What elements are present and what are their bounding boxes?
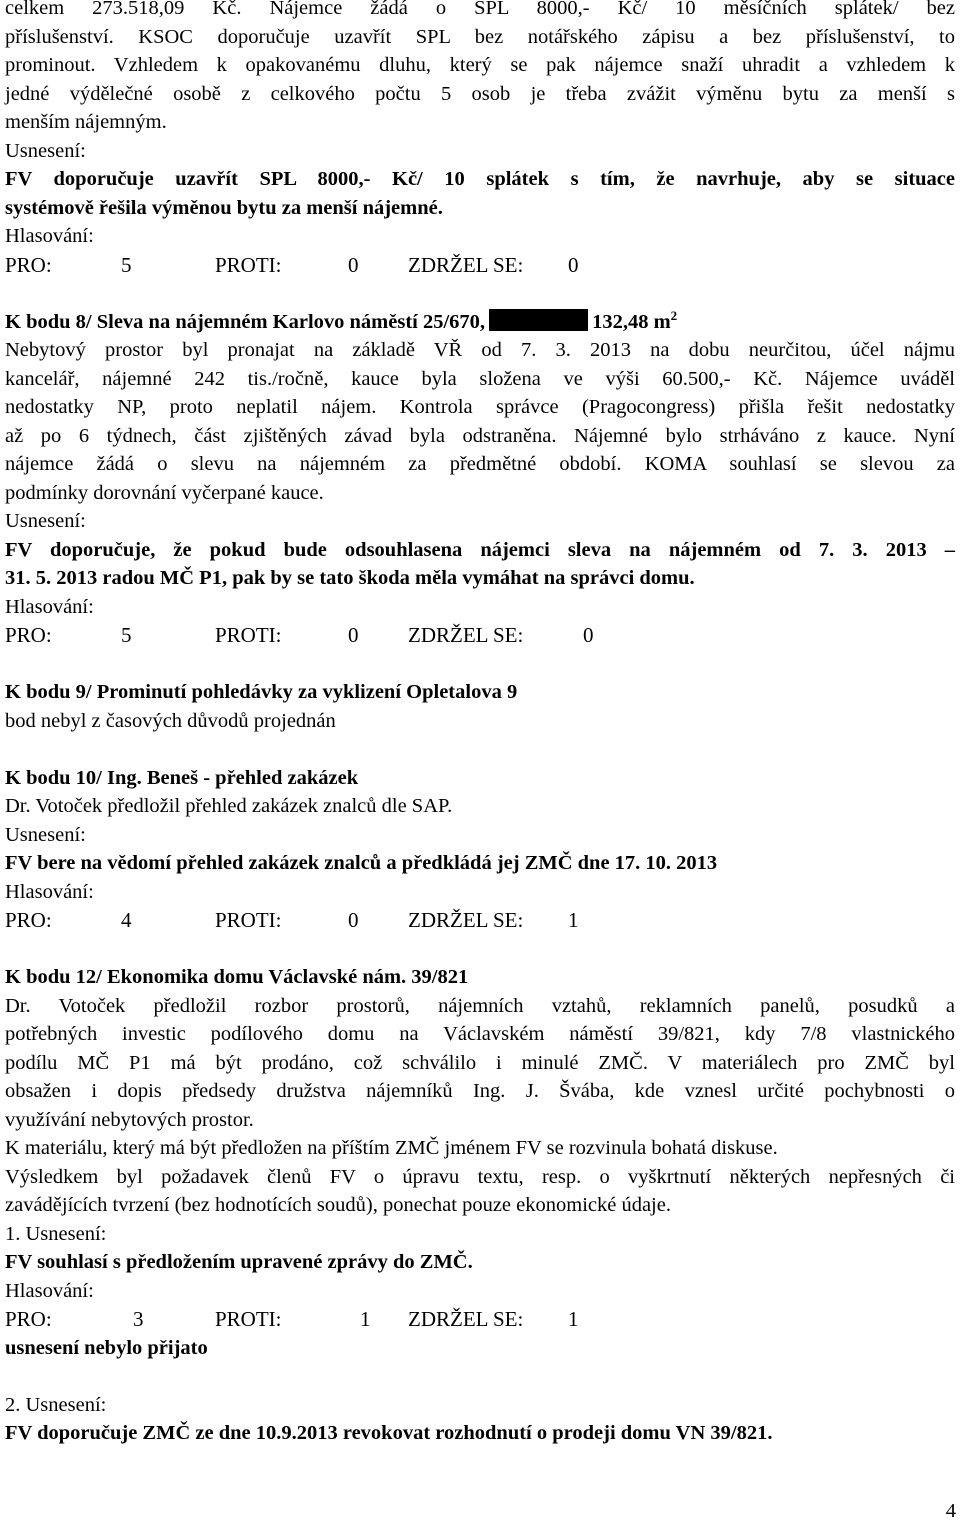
text-line: Dr. Votoček předložil přehled zakázek znalců dle SAP. [5,795,453,817]
redaction-box [489,309,588,331]
vote-row [5,251,955,280]
resolution-label: Usnesení: [5,139,86,162]
proti-label: PROTI: [215,908,282,932]
vote-row [5,621,955,650]
vote-label: Hlasování: [5,880,94,903]
proti-label: PROTI: [215,252,282,277]
resolution-text: FV doporučuje ZMČ ze dne 10.9.2013 revokovat rozhodnutí o prodeji domu VN 39/821. [5,1422,773,1444]
resolution-text: FV doporučuje uzavřít SPL 8000,- Kč/ 10 splátek s tím, že navrhuje, aby se situace [5,168,955,190]
zdrzel-count: 1 [568,908,579,932]
zdrzel-count: 0 [568,252,579,277]
text-line: bod nebyl z časových důvodů projednán [5,709,336,732]
text-line: obsažen i dopis předsedy družstva nájemníků Ing. J. Švába, kde vznesl určité pochybnosti o [5,1080,955,1102]
text-line: nájemce žádá o slevu na nájemném za předmětné období. KOMA souhlasí se slevou za [5,453,955,475]
proti-count: 1 [360,1307,371,1331]
text-line: prominout. Vzhledem k opakovanému dluhu, který se pak nájemce snaží uhradit a vzhledem k [5,54,955,76]
text-line: Dr. Votoček předložil rozbor prostorů, nájemních vztahů, reklamních panelů, posudků a [5,994,955,1017]
pro-label: PRO: [5,908,52,932]
text-line: menším nájemným. [5,111,167,133]
vote-row [5,906,955,935]
page-number: 4 [945,1500,956,1522]
document-page [5,0,955,1448]
vote-row [5,1305,955,1334]
pro-count: 4 [121,908,132,932]
heading-area: 132,48 m [592,310,671,333]
pro-count: 3 [133,1307,144,1331]
vote-label: Hlasování: [5,1279,94,1302]
text-line: podílu MČ P1 má být prodáno, což schválilo i minulé ZMČ. V materiálech pro ZMČ byl [5,1051,955,1074]
text-line: až po 6 týdnech, část zjištěných závad byla odstraněna. Nájemné bylo strháváno z kauce. Nyní [5,424,955,447]
heading-text: K bodu 8/ Sleva na nájemném Karlovo náměstí 25/670, [5,310,486,333]
section-heading: K bodu 12/ Ekonomika domu Václavské nám. 39/821 [5,966,469,988]
pro-label: PRO: [5,1307,52,1331]
proti-label: PROTI: [215,1307,282,1331]
text-line: zavádějících tvrzení (bez hodnotících soudů), ponechat pouze ekonomické údaje. [5,1194,671,1216]
text-line: kancelář, nájemné 242 tis./ročně, kauce byla složena ve výši 60.500,- Kč. Nájemce uváděl [5,367,955,390]
text-line: K materiálu, který má být předložen na příštím ZMČ jménem FV se rozvinula bohatá diskuse. [5,1137,778,1159]
zdrzel-count: 1 [568,1307,579,1331]
pro-count: 5 [121,623,132,647]
pro-count: 5 [121,252,132,277]
vote-label: Hlasování: [5,595,94,618]
resolution-text: 31. 5. 2013 radou MČ P1, pak by se tato škoda měla vymáhat na správci domu. [5,567,695,589]
proti-count: 0 [348,252,359,277]
zdrzel-label: ZDRŽEL SE: [408,623,524,647]
resolution-outcome: usnesení nebylo přijato [5,1336,208,1359]
section-heading: K bodu 10/ Ing. Beneš - přehled zakázek [5,766,359,789]
proti-count: 0 [348,623,359,647]
text-line: podmínky dorovnání vyčerpané kauce. [5,481,324,504]
resolution-text: systémově řešila výměnou bytu za menší nájemné. [5,196,443,219]
text-line: potřebných investic podílového domu na Václavském náměstí 39/821, kdy 7/8 vlastnického [5,1023,955,1045]
proti-count: 0 [348,908,359,932]
text-line: celkem 273.518,09 Kč. Nájemce žádá o SPL 8000,- Kč/ 10 měsíčních splátek/ bez [5,0,955,19]
resolution-text: FV doporučuje, že pokud bude odsouhlasena nájemci sleva na nájemném od 7. 3. 2013 – [5,538,955,561]
pro-label: PRO: [5,623,52,647]
vote-label: Hlasování: [5,225,94,247]
text-line: nedostatky NP, proto neplatil nájem. Kontrola správce (Pragocongress) přišla řešit nedostatky [5,396,955,418]
text-line: Nebytový prostor byl pronajat na základě VŘ od 7. 3. 2013 na dobu neurčitou, účel nájmu [5,339,955,361]
zdrzel-label: ZDRŽEL SE: [408,1307,524,1331]
section-heading: K bodu 9/ Prominutí pohledávky za vyklizení Opletalova 9 [5,681,518,703]
pro-label: PRO: [5,252,52,277]
text-line: Výsledkem byl požadavek členů FV o úpravu textu, resp. o vyškrtnutí některých nepřesných či [5,1165,955,1188]
text-line: příslušenství. KSOC doporučuje uzavřít SPL bez notářského zápisu a bez příslušenství, to [5,25,955,48]
zdrzel-count: 0 [583,623,594,647]
resolution-text: FV souhlasí s předložením upravené zprávy do ZMČ. [5,1251,473,1273]
proti-label: PROTI: [215,623,282,647]
superscript: 2 [670,307,678,323]
text-line: využívání nebytových prostor. [5,1108,254,1131]
resolution-label: 2. Usnesení: [5,1393,107,1416]
zdrzel-label: ZDRŽEL SE: [408,908,524,932]
resolution-label: 1. Usnesení: [5,1222,107,1245]
resolution-text: FV bere na vědomí přehled zakázek znalců a předkládá jej ZMČ dne 17. 10. 2013 [5,852,718,874]
resolution-label: Usnesení: [5,510,86,532]
section-heading [5,308,955,337]
resolution-label: Usnesení: [5,823,86,846]
text-line: jedné výdělečné osobě z celkového počtu 5 osob je třeba zvážit výměnu bytu za menší s [5,82,955,105]
zdrzel-label: ZDRŽEL SE: [408,252,524,277]
